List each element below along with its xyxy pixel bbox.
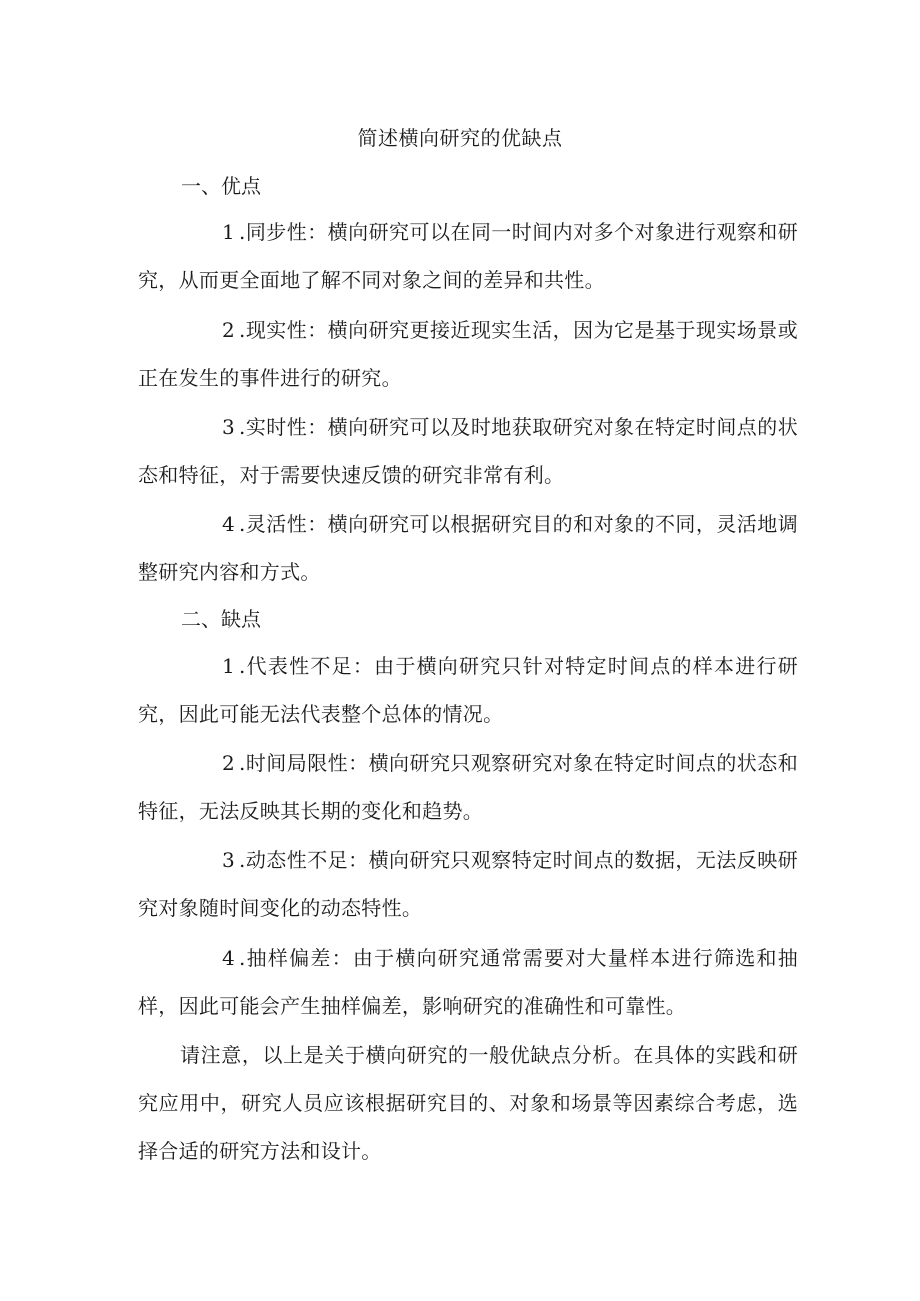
section-heading-advantages: 一、优点	[181, 174, 261, 198]
item-text: .抽样偏差：由于横向研究通常需要对大量样本进行筛选和抽样，因此可能会产生抽样偏差，影响研究的准确性和可靠性。	[138, 946, 798, 1018]
disadvantage-item-3	[138, 836, 798, 932]
advantage-item-4	[138, 500, 798, 596]
disadvantage-item-1	[138, 642, 798, 738]
section-heading-disadvantages: 二、缺点	[181, 607, 261, 631]
item-number: 3	[222, 848, 236, 872]
item-text: .时间局限性：横向研究只观察研究对象在特定时间点的状态和特征，无法反映其长期的变化和趋势。	[138, 751, 798, 823]
item-number: 2	[222, 751, 236, 775]
item-text: .同步性：横向研究可以在同一时间内对多个对象进行观察和研究，从而更全面地了解不同对象之间的差异和共性。	[138, 220, 798, 292]
item-text: .动态性不足：横向研究只观察特定时间点的数据，无法反映研究对象随时间变化的动态特性。	[138, 848, 798, 920]
advantage-item-2	[138, 306, 798, 402]
item-number: 1	[222, 220, 236, 244]
item-text: .代表性不足：由于横向研究只针对特定时间点的样本进行研究，因此可能无法代表整个总体的情况。	[138, 654, 798, 726]
advantage-item-1	[138, 208, 798, 304]
conclusion-paragraph: 请注意，以上是关于横向研究的一般优缺点分析。在具体的实践和研究应用中，研究人员应该根据研究目的、对象和场景等因素综合考虑，选择合适的研究方法和设计。	[138, 1043, 798, 1163]
disadvantage-item-2	[138, 739, 798, 835]
item-text: .现实性：横向研究更接近现实生活，因为它是基于现实场景或正在发生的事件进行的研究。	[138, 318, 798, 390]
item-text: .灵活性：横向研究可以根据研究目的和对象的不同，灵活地调整研究内容和方式。	[138, 512, 798, 584]
advantage-item-3	[138, 403, 798, 499]
disadvantage-item-4	[138, 934, 798, 1030]
item-text: .实时性：横向研究可以及时地获取研究对象在特定时间点的状态和特征，对于需要快速反馈的研究非常有利。	[138, 415, 798, 487]
item-number: 2	[222, 318, 236, 342]
item-number: 4	[222, 946, 236, 970]
item-number: 3	[222, 415, 236, 439]
document-title: 简述横向研究的优缺点	[357, 126, 563, 150]
item-number: 4	[222, 512, 236, 536]
item-number: 1	[222, 654, 236, 678]
